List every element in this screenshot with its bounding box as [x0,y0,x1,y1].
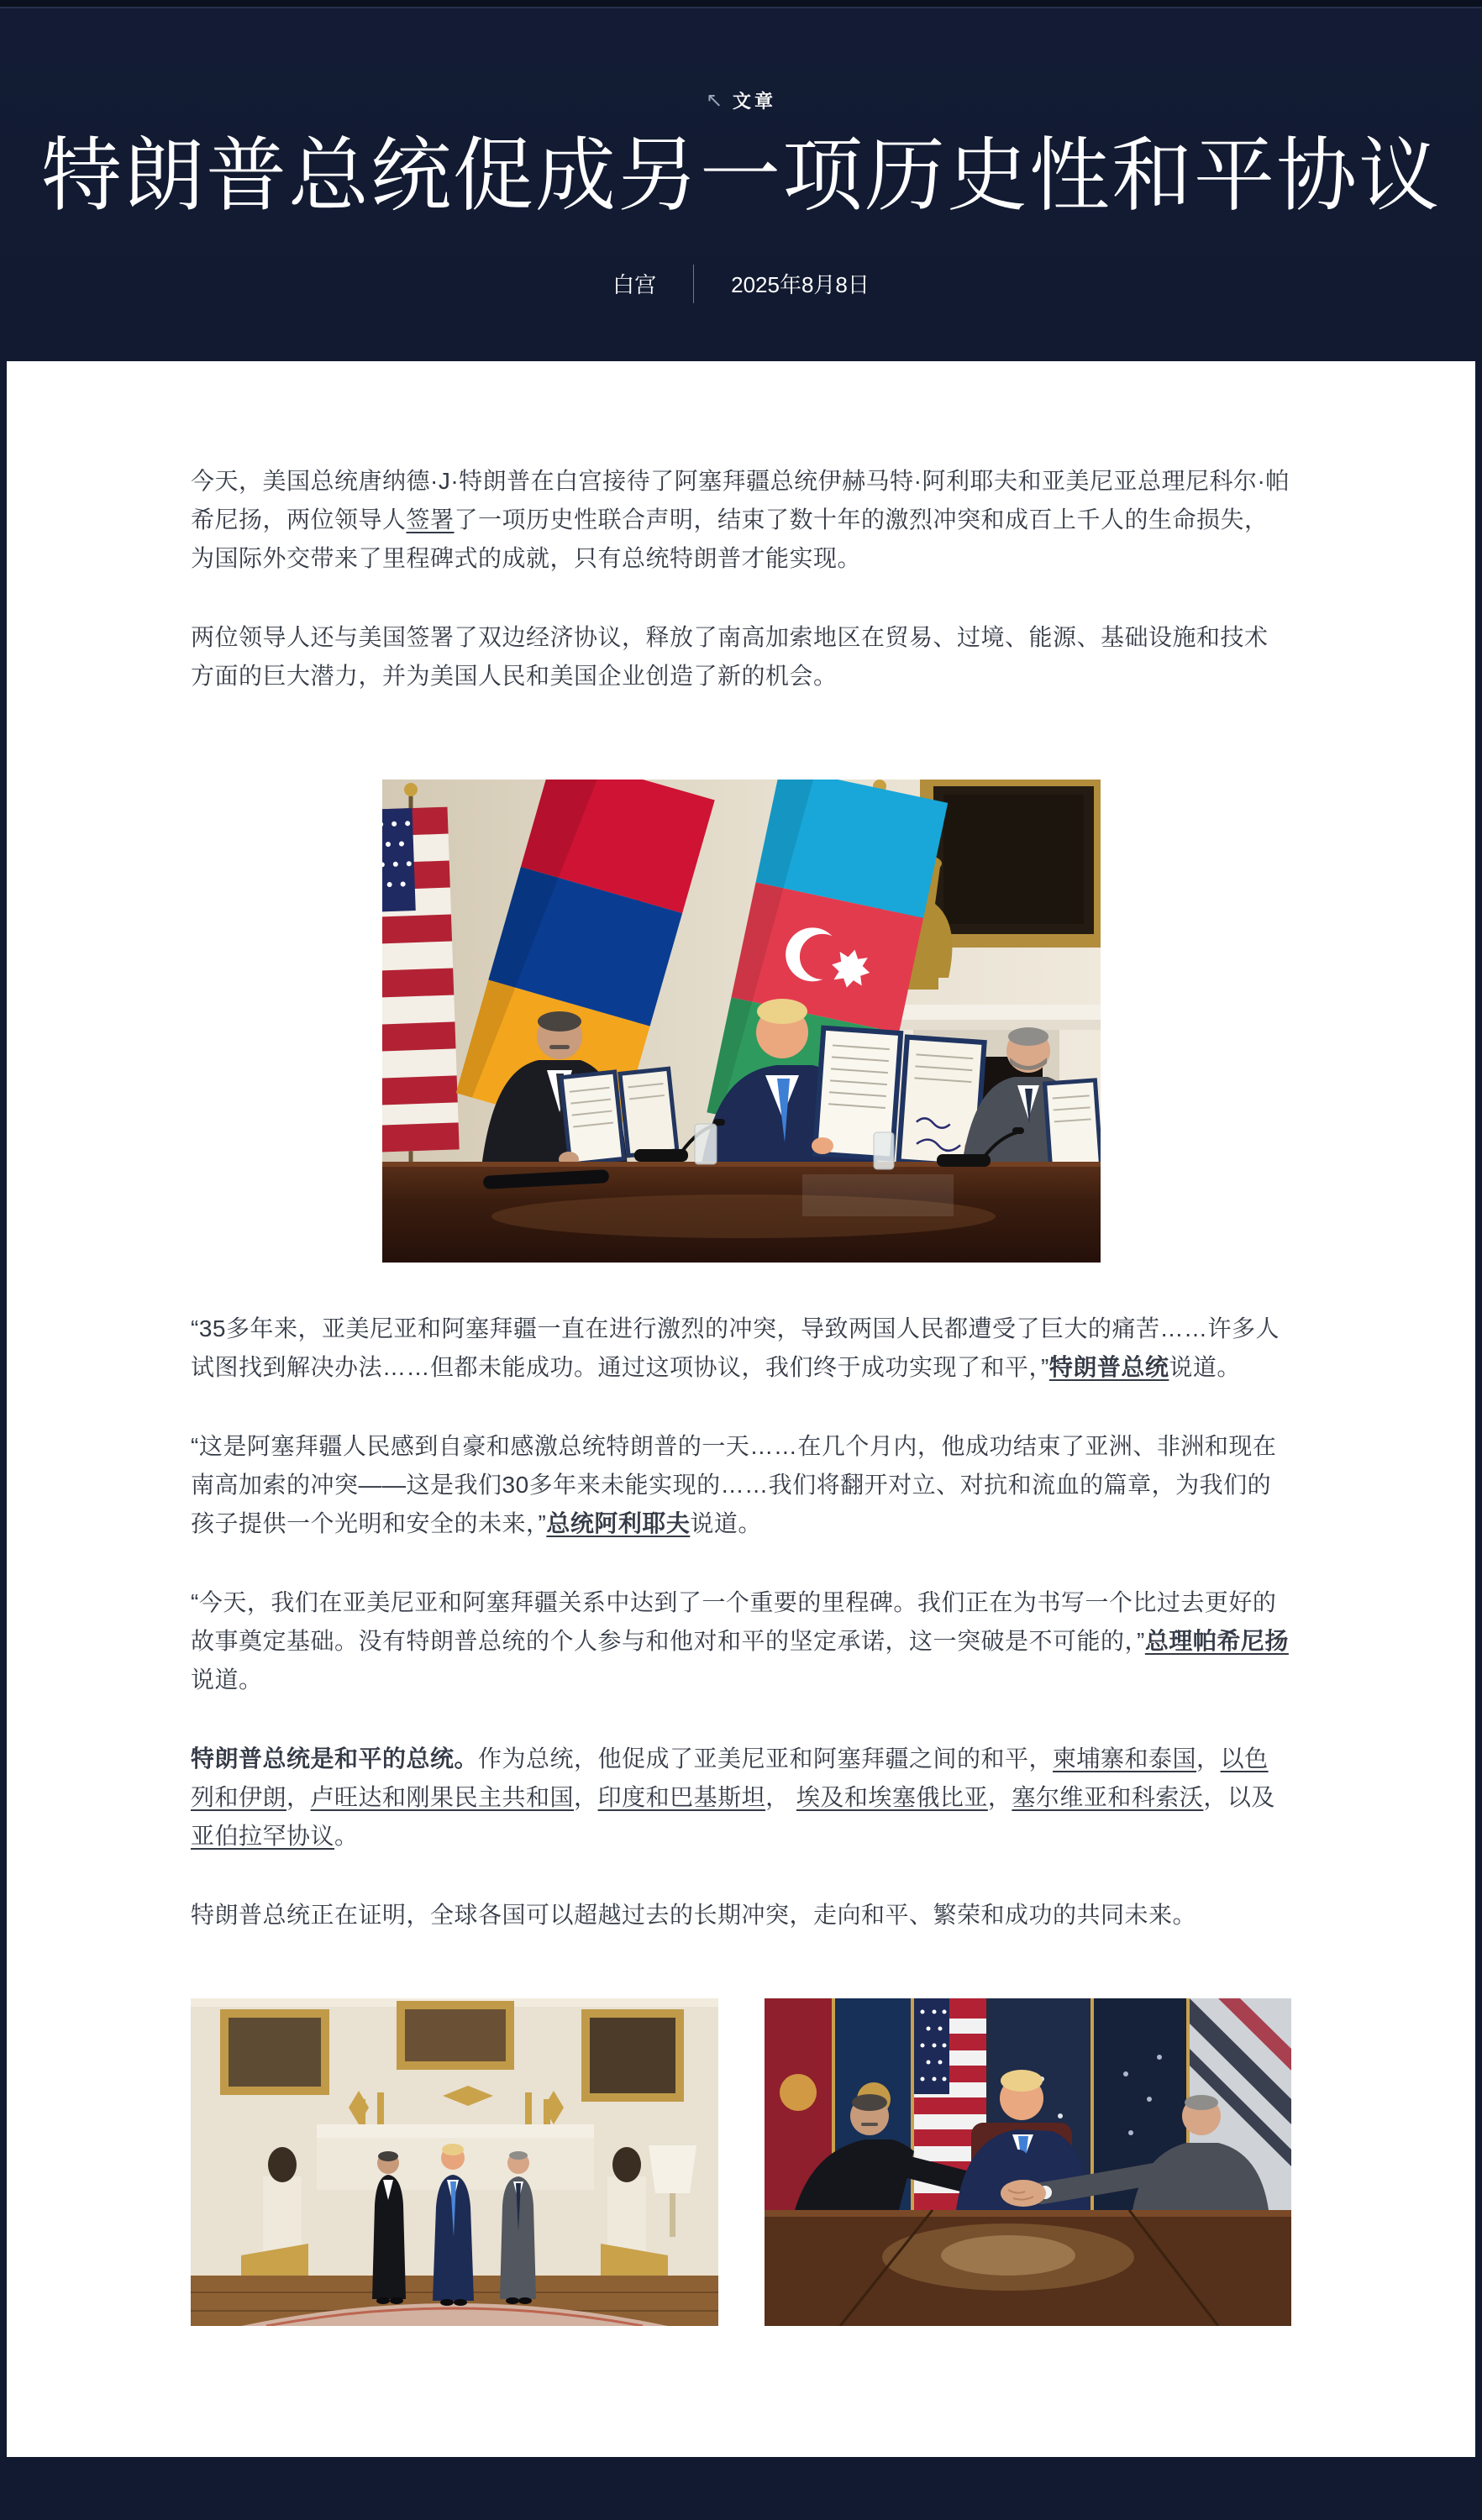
handshake-illustration [765,1998,1291,2326]
inline-link[interactable]: 特朗普总统 [1048,1354,1169,1380]
inline-link[interactable]: 总理帕希尼扬 [1144,1628,1289,1654]
standing-leaders-illustration [191,1998,718,2326]
photo-standing-leaders [191,1998,718,2326]
meta-divider [693,265,694,303]
paragraph-intro [191,462,1291,578]
inline-link[interactable]: 柬埔寨和泰国 [1053,1746,1197,1772]
text-segment: ，以及 [1203,1784,1275,1810]
text-segment: 了一项历史性联合声明，结束了数十年的激烈冲突和成百上千人的生命损失，为国际外交带来了里程碑式的成就，只有总统特朗普才能实现。 [191,507,1269,571]
content-panel [7,361,1475,2457]
text-segment: 今天，美国总统唐纳德·J·特朗普在白宫接待了阿塞拜疆总统伊赫马特·阿利耶夫和亚美尼亚总理尼科尔·帕希尼扬，两位领导人 [191,468,1290,533]
text-segment: 特朗普总统是和平的总统。 [191,1746,479,1772]
glossy-table [765,2210,1291,2326]
text-segment: 作为总统，他促成了亚美尼亚和阿塞拜疆之间的和平， [478,1746,1054,1772]
text-segment: “35多年来，亚美尼亚和阿塞拜疆一直在进行激烈的冲突，导致两国人民都遭受了巨大的痛苦……许多人试图找到解决办法……但都未能成功。通过这项协议，我们终于成功实现了和平，” [191,1315,1280,1380]
text-segment: 特朗普总统正在证明，全球各国可以超越过去的长期冲突，走向和平、繁荣和成功的共同未来。 [191,1902,1197,1928]
text-segment: 说道。 [690,1510,762,1536]
paragraph-peace-president [191,1740,1291,1856]
paragraph-aliyev-quote [191,1427,1291,1543]
meta-source: 白宫 [612,272,657,298]
inline-link[interactable]: 以色列和伊朗 [191,1746,1269,1810]
photo-signing-ceremony [382,780,1101,1263]
inline-link[interactable]: 卢旺达和刚果民主共和国 [310,1784,575,1810]
photo-row [191,1998,1291,2326]
page-title: 特朗普总统促成另一项历史性和平协议 [41,131,1441,221]
meta-date: 2025年8月8日 [731,272,870,298]
page-footer [0,2457,1482,2520]
arrow-up-left-icon: ↖ [705,89,723,112]
inline-link[interactable]: 总统阿利耶夫 [546,1510,691,1536]
photo-three-way-handshake [765,1998,1291,2326]
text-segment: 两位领导人还与美国签署了双边经济协议，释放了南高加索地区在贸易、过境、能源、基础设施和技术方面的巨大潜力，并为美国人民和美国企业创造了新的机会。 [191,624,1269,689]
inline-link[interactable]: 塞尔维亚和科索沃 [1012,1784,1204,1810]
text-segment: ， [1196,1746,1221,1772]
framed-painting [927,780,1101,941]
paragraph-pashinyan-quote [191,1583,1291,1699]
inline-link[interactable]: 签署 [406,507,455,533]
article-body [191,361,1291,2326]
text-segment: 。 [334,1823,359,1849]
text-segment: ， [765,1784,796,1810]
conference-table [382,1162,1101,1263]
text-segment: “今天，我们在亚美尼亚和阿塞拜疆关系中达到了一个重要的里程碑。我们正在为书写一个比过去更好的故事奠定基础。没有特朗普总统的个人参与和他对和平的坚定承诺，这一突破是不可能的，” [191,1589,1277,1654]
articles-breadcrumb-link[interactable] [706,87,776,113]
us-flag [382,783,460,1174]
paragraph-trump-quote [191,1310,1291,1387]
header-top-hairline [0,7,1482,8]
text-segment: ， [574,1784,598,1810]
inline-link[interactable]: 亚伯拉罕协议 [191,1823,335,1849]
paragraph-closing [191,1896,1291,1935]
text-segment: “这是阿塞拜疆人民感到自豪和感激总统特朗普的一天……在几个月内，他成功结束了亚洲、非洲和现在南高加索的冲突——这是我们30多年来未能实现的……我们将翻开对立、对抗和流血的篇章，为我们的孩子提供一个光明和安全的未来，” [191,1433,1277,1536]
paragraph-economic [191,618,1291,696]
eyebrow-label: 文章 [733,91,777,112]
article-header [0,0,1482,361]
joined-hands [1001,2180,1046,2207]
article-meta [0,265,1482,303]
text-segment: 说道。 [1169,1354,1241,1380]
text-segment: 说道。 [191,1667,263,1693]
signing-ceremony-illustration [382,780,1101,1263]
header-inner [0,7,1482,303]
inline-link[interactable]: 印度和巴基斯坦 [597,1784,766,1810]
inline-link[interactable]: 埃及和埃塞俄比亚 [796,1784,988,1810]
text-segment: ， [286,1784,311,1810]
text-segment: ， [987,1784,1012,1810]
